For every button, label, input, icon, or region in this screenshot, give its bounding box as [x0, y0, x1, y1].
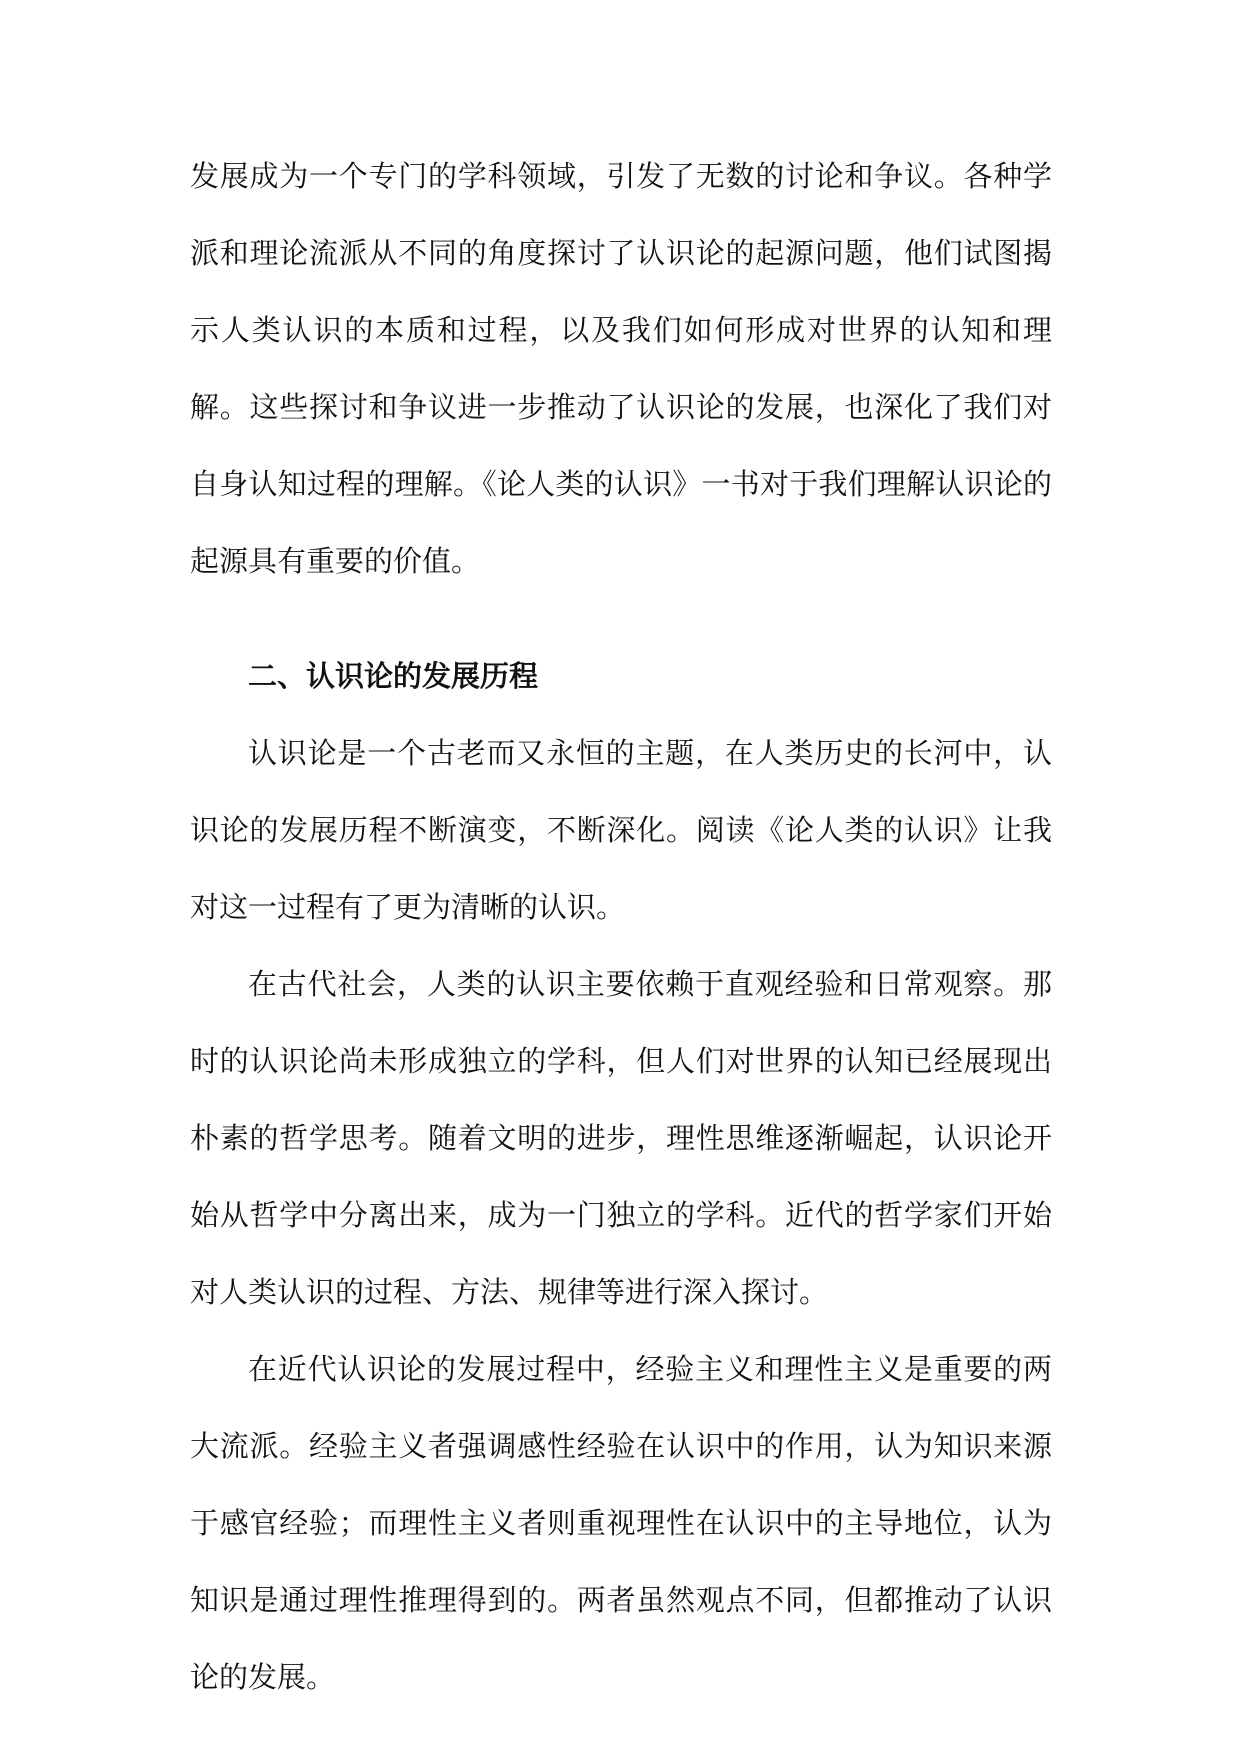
paragraph-intro: 认识论是一个古老而又永恒的主题，在人类历史的长河中，认识论的发展历程不断演变，不断深化。阅读《论人类的认识》让我对这一过程有了更为清晰的认识。: [190, 736, 1052, 924]
paragraph-ancient: 在古代社会，人类的认识主要依赖于直观经验和日常观察。那时的认识论尚未形成独立的学科，但人们对世界的认知已经展现出朴素的哲学思考。随着文明的进步，理性思维逐渐崛起，认识论开始从哲学中分离出来，成为一门独立的学科。近代的哲学家们开始对人类认识的过程、方法、规律等进行深入探讨。: [190, 967, 1052, 1309]
paragraph-continuation: 发展成为一个专门的学科领域，引发了无数的讨论和争议。各种学派和理论流派从不同的角度探讨了认识论的起源问题，他们试图揭示人类认识的本质和过程，以及我们如何形成对世界的认知和理解。这些探讨和争议进一步推动了认识论的发展，也深化了我们对自身认知过程的理解。《论人类的认识》一书对于我们理解认识论的起源具有重要的价值。: [190, 159, 1052, 578]
paragraph-modern: 在近代认识论的发展过程中，经验主义和理性主义是重要的两大流派。经验主义者强调感性经验在认识中的作用，认为知识来源于感官经验；而理性主义者则重视理性在认识中的主导地位，认为知识是通过理性推理得到的。两者虽然观点不同，但都推动了认识论的发展。: [190, 1352, 1052, 1694]
document-page: [190, 138, 1052, 1716]
section-heading: 二、认识论的发展历程: [248, 659, 539, 693]
